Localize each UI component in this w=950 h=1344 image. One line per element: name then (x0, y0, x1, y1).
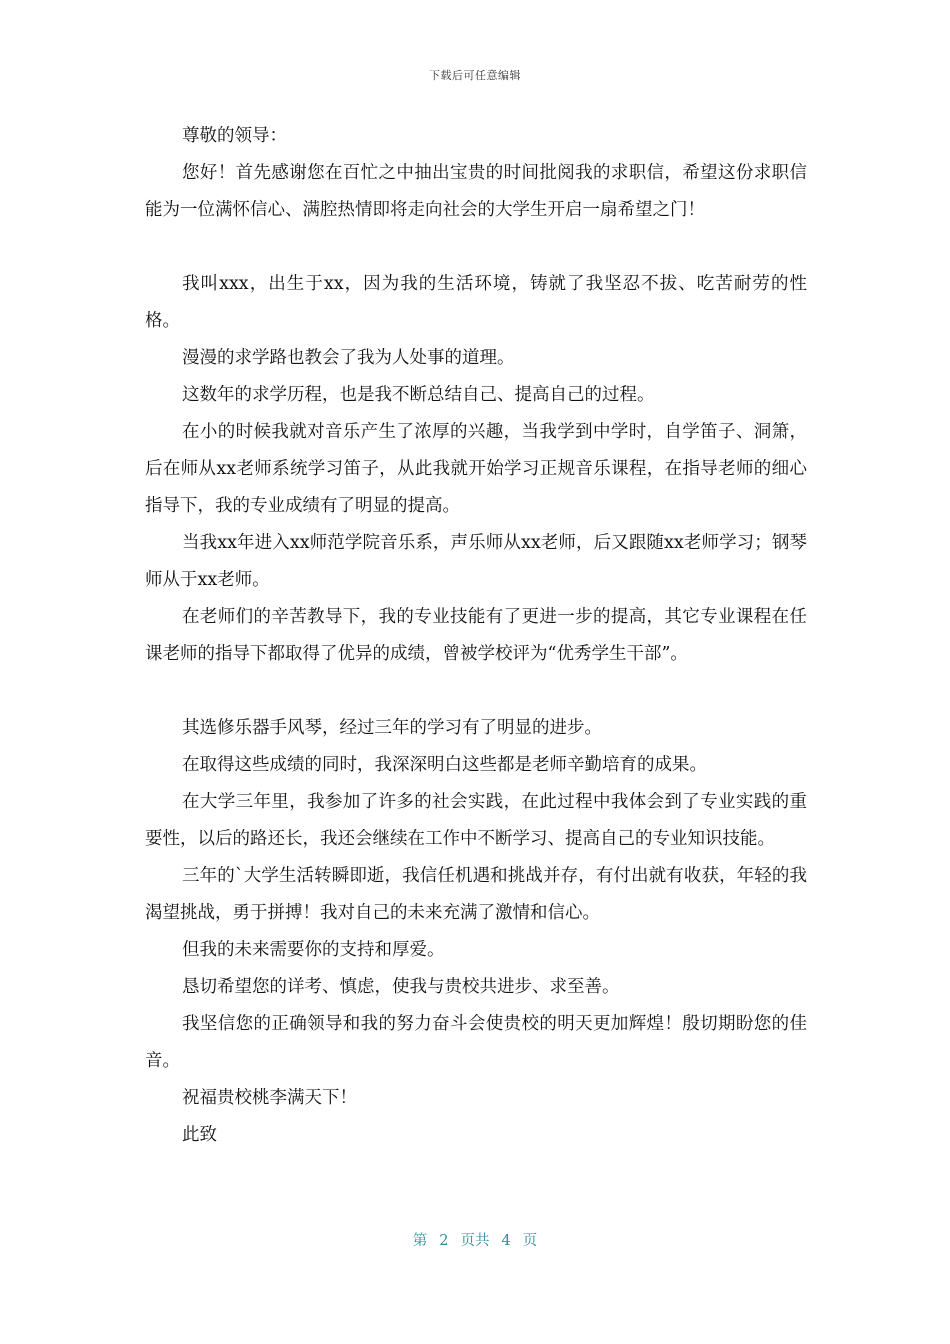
paragraph: 恳切希望您的详考、慎虑，使我与贵校共进步、求至善。 (182, 977, 620, 997)
page-footer (0, 1229, 950, 1250)
paragraph: 漫漫的求学路也教会了我为人处事的道理。 (182, 348, 515, 368)
salutation: 尊敬的领导： (182, 126, 287, 146)
page-mid: 页共 (460, 1233, 490, 1249)
paragraph: 在小的时候我就对音乐产生了浓厚的兴趣，当我学到中学时，自学笛子、洞箫，后在师从xx老师系统学习笛子，从此我就开始学习正规音乐课程，在指导老师的细心指导下，我的专业成绩有了明显的提高。 (145, 422, 807, 516)
paragraph: 在老师们的辛苦教导下，我的专业技能有了更进一步的提高，其它专业课程在任课老师的指导下都取得了优异的成绩，曾被学校评为“优秀学生干部”。 (145, 607, 807, 664)
paragraph: 三年的`大学生活转瞬即逝，我信任机遇和挑战并存，有付出就有收获，年轻的我渴望挑战，勇于拼搏！我对自己的未来充满了激情和信心。 (145, 866, 807, 923)
letter-body (145, 118, 807, 1154)
paragraph: 我坚信您的正确领导和我的努力奋斗会使贵校的明天更加辉煌！殷切期盼您的佳音。 (145, 1014, 807, 1071)
page-total: 4 (501, 1233, 511, 1249)
paragraph: 祝福贵校桃李满天下！ (182, 1088, 357, 1108)
page-prefix: 第 (412, 1233, 428, 1249)
paragraph: 我叫xxx，出生于xx，因为我的生活环境，铸就了我坚忍不拔、吃苦耐劳的性格。 (145, 274, 807, 331)
paragraph: 在取得这些成绩的同时，我深深明白这些都是老师辛勤培育的成果。 (182, 755, 707, 775)
paragraph: 您好！首先感谢您在百忙之中抽出宝贵的时间批阅我的求职信，希望这份求职信能为一位满怀信心、满腔热情即将走向社会的大学生开启一扇希望之门！ (145, 163, 807, 220)
page-current: 2 (439, 1233, 449, 1249)
paragraph: 但我的未来需要你的支持和厚爱。 (182, 940, 445, 960)
paragraph: 当我xx年进入xx师范学院音乐系，声乐师从xx老师，后又跟随xx老师学习；钢琴师从于xx老师。 (145, 533, 807, 590)
paragraph: 在大学三年里，我参加了许多的社会实践，在此过程中我体会到了专业实践的重要性，以后的路还长，我还会继续在工作中不断学习、提高自己的专业知识技能。 (145, 792, 807, 849)
page-suffix: 页 (522, 1233, 538, 1249)
closing: 此致 (182, 1125, 217, 1145)
paragraph: 其选修乐器手风琴，经过三年的学习有了明显的进步。 (182, 718, 602, 738)
paragraph-gap (145, 229, 807, 266)
paragraph: 这数年的求学历程，也是我不断总结自己、提高自己的过程。 (182, 385, 655, 405)
page-header: 下载后可任意编辑 (429, 69, 521, 82)
paragraph-gap (145, 673, 807, 710)
